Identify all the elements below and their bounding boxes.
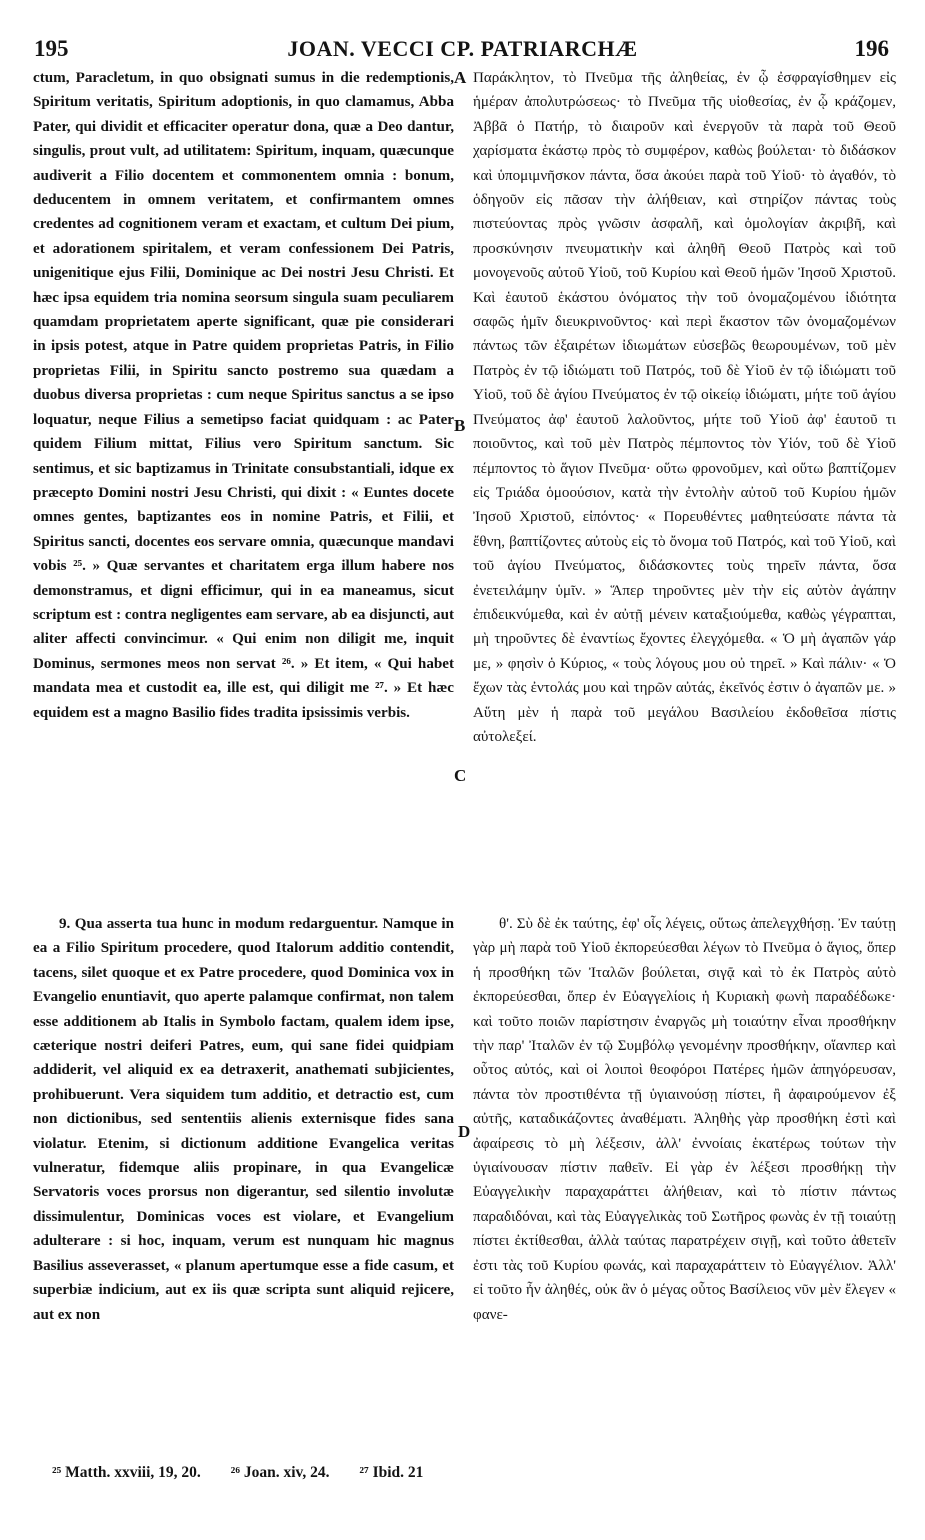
footnote-27: ²⁷ Ibid. 21: [359, 1464, 424, 1481]
footnote-25: ²⁵ Matth. xxviii, 19, 20.: [52, 1464, 201, 1481]
footnotes: [52, 1464, 892, 1482]
margin-marker-d: D: [458, 1122, 471, 1141]
right-page-number: 196: [854, 36, 889, 61]
greek-paragraph-1: Παράκλητον, τὸ Πνεῦμα τῆς ἀληθείας, ἐν ᾧ ἐσφραγίσθημεν εἰς ἡμέραν ἀπολυτρώσεως· τὸ Πνεῦμα τῆς υἱοθεσίας, ἐν ᾧ κράζομεν, Ἀββᾶ ὁ Πατήρ, τὸ διαιροῦν καὶ ἐνεργοῦν τὰ παρὰ τοῦ Θεοῦ χαρίσματα ἑκάστῳ πρὸς τὸ συμφέρον, καθὼς βούλεται· τὸ διδάσκον καὶ ὑπομιμνῆσκον πάντα, ὅσα ἀκούει παρὰ τοῦ Υἱοῦ· τὸ ἀγαθόν, τὸ ὁδηγοῦν εἰς πᾶσαν τὴν ἀλήθειαν, καὶ στηρίζον πάντας τοὺς πιστεύοντας πρὸς γνῶσιν ἀσφαλῆ, καὶ ὁμολογίαν ἀκριβῆ, καὶ προσκύνησιν πνευματικὴν καὶ ἀληθῆ Θεοῦ Πατρὸς καὶ τοῦ μονογενοῦς αὐτοῦ Υἱοῦ, τοῦ Κυρίου καὶ Θεοῦ ἡμῶν Ἰησοῦ Χριστοῦ. Καὶ ἑαυτοῦ ἑκάστου ὀνόματος τὴν τοῦ ὀνομαζομένου ἰδιότητα σαφῶς ἡμῖν διευκρινοῦντος· καὶ περὶ ἕκαστον τῶν ὀνομαζομένων πάντως τῶν ἐξαιρέτων ἰδιωμάτων εὐσεβῶς θεωρουμένων, τοῦ μὲν Πατρὸς ἐν τῷ ἰδιώματι τοῦ Πατρός, τοῦ δὲ Υἱοῦ ἐν τῷ ἰδιώματι τοῦ Υἱοῦ, τοῦ δὲ ἁγίου Πνεύματος ἐν τῷ οἰκείῳ ἰδιώματι, μήτε τοῦ ἁγίου Πνεύματος ἀφ' ἑαυτοῦ λαλοῦντος, μήτε τοῦ Υἱοῦ ἀφ' ἑαυτοῦ τι ποιοῦντος, καὶ τοῦ μὲν Πατρὸς πέμποντος τὸν Υἱόν, τοῦ δὲ Υἱοῦ πέμποντος τὸ ἅγιον Πνεῦμα· οὕτω φρονοῦμεν, καὶ οὕτω βαπτίζομεν εἰς Τριάδα ὁμοούσιον, κατὰ τὴν ἐντολὴν αὐτοῦ τοῦ Κυρίου ἡμῶν Ἰησοῦ Χριστοῦ, εἰπόντος· « Πορευθέντες μαθητεύσατε πάντα τὰ ἔθνη, βαπτίζοντες αὐτοὺς εἰς τὸ ὄνομα τοῦ Πατρός, καὶ τοῦ Υἱοῦ, καὶ τοῦ ἁγίου Πνεύματος, διδάσκοντες τοὺς τηρεῖν πάντα, ὅσα ἐνετειλάμην ὑμῖν. » Ἅπερ τηροῦντες μὲν τὴν εἰς αὐτὸν ἀγάπην ἐπιδεικνύμεθα, καὶ ἐν αὐτῇ μένειν καταξιούμεθα, καθὼς γέγραπται, μὴ τηροῦντες δὲ ἐναντίως ἔχοντες ἐλεγχόμεθα. « Ὁ μὴ ἀγαπῶν γάρ με, » φησὶν ὁ Κύριος, « τοὺς λόγους μου οὐ τηρεῖ. » Καὶ πάλιν· « Ὁ ἔχων τὰς ἐντολάς μου καὶ τηρῶν αὐτάς, ἐκεῖνός ἐστιν ὁ ἀγαπῶν με. » Αὕτη μὲν ἡ παρὰ τοῦ μεγάλου Βασιλείου ἐκδοθεῖσα πίστις αὐτολεξεί.: [473, 70, 896, 745]
margin-marker-b: B: [454, 416, 466, 435]
latin-section-9: [33, 912, 454, 1327]
latin-paragraph-2: 9. Qua asserta tua hunc in modum redarguentur. Namque in ea a Filio Spiritum procedere, quod Italorum additio contendit, tacens, silet quoque et ex Patre procedere, quod Dominica vox in Evangelio enuntiavit, quo aperte palamque confirmat, non talem esse additionem ab Italis in Symbolo factam, qualem idem ipse, cæterique nostri deiferi Patres, eum, qui sane fidei quidpiam addiderit, vel aliquid ex ea detraxerit, anathemati subjicientes, prohibuerunt. Vera siquidem tum additio, et detractio est, cum non dictionibus, sed sententiis alienis externisque fides sana violatur. Etenim, si dictionum additione Evangelica veritas vulneratur, fidemque aliis propinare, in qua Evangelicæ Servatoris voces prorsus non digerantur, sed silentio involutæ dissimulentur, Dominicas voces est violare, et Evangelium adulterare : si hoc, inquam, verum est nunquam hic magnus Basilius asseverasset, « planum apertumque esse a fide casum, et superbiæ indicium, aut ex iis quæ scripta sunt aliquid rejicere, aut ex non: [33, 916, 454, 1323]
greek-section-9: [473, 912, 896, 1327]
greek-column: [473, 66, 896, 749]
margin-marker-a: A: [454, 68, 467, 87]
latin-paragraph-1: ctum, Paracletum, in quo obsignati sumus in die redemptionis, Spiritum veritatis, Spiritum adoptionis, in quo clamamus, Abba Pater, qui dividit et efficaciter operatur dona, quæ a Deo dantur, singulis, prout vult, ad utilitatem: Spiritum, inquam, quæcunque audiverit a Filio docentem et commonentem omnia : bonum, deducentem in omnem veritatem, et confirmantem omnes credentes ad cognitionem veram et exactam, et cultum Dei pium, et adorationem spiritalem, et veram confessionem Dei Patris, unigenitique ejus Filii, Dominique ac Dei nostri Jesu Christi. Et hæc ipsa equidem tria nomina seorsum singula suam peculiarem quamdam proprietatem aperte significant, quæ pie considerari in ipsis potest, atque in Patre quidem proprietas Patris, in Filio proprietas Filii, in Spiritu sancto postremo sua quædam a duobus diversa proprietas : cum neque Spiritus sanctus a se ipso loquatur, neque Filius a semetipso faciat quidquam : ac Pater quidem Filium mittat, Filius vero Spiritum sanctum. Sic sentimus, et sic baptizamus in Trinitate consubstantiali, idque ex præcepto Domini nostri Jesu Christi, qui dixit : « Euntes docete omnes gentes, baptizantes eos in nomine Patris, et Filii, et Spiritus sancti, docentes eos servare omnia, quæcunque mandavi vobis ²⁵. » Quæ servantes et charitatem erga illum habere nos demonstramus, et digni efficimur, qui in ea maneamus, sicut scriptum est : contra negligentes eam servare, ab ea disjuncti, aut aliter affecti convincimur. « Qui enim non diligit me, inquit Dominus, sermones meos non servat ²⁶. » Et item, « Qui habet mandata mea et custodit ea, ille est, qui diligit me ²⁷. » Et hæc equidem est a magno Basilio fides tradita ipsissimis verbis.: [33, 70, 454, 721]
running-title: JOAN. VECCI CP. PATRIARCHÆ: [287, 36, 638, 61]
latin-column: [33, 66, 454, 725]
greek-paragraph-2: θ'. Σὺ δὲ ἐκ ταύτης, ἐφ' οἷς λέγεις, οὕτως ἀπελεγχθήσῃ. Ἐν ταύτῃ γὰρ μὴ παρὰ τοῦ Υἱοῦ ἐκπορεύεσθαι λέγων τὸ Πνεῦμα ὁ ἅγιος, ὅπερ ἡ προσθήκη τῶν Ἰταλῶν βούλεται, σιγᾷ καὶ τὸ ἐκ Πατρὸς αὐτὸ ἐκπορεύεσθαι, ὅπερ ἐν Εὐαγγελίοις ἡ Κυριακὴ φωνὴ παραδέδωκε· καὶ τοῦτο ποιῶν παρίστησιν ἐναργῶς μὴ τοιαύτην εἶναι προσθήκην τὴν παρ' Ἰταλῶν ἐν τῷ Συμβόλῳ γενομένην προσθήκην, οἵανπερ καὶ οὗτος αὐτός, καὶ οἱ λοιποὶ θεοφόροι Πατέρες ἡμῶν ἀπηγόρευσαν, πάντα τὸν προστιθέντα τῇ ὑγιαινούσῃ πίστει, ἢ ἀφαιρούμενον ἐξ αὐτῆς, καταδικάζοντες ἀναθέματι. Ἀληθὴς γὰρ προσθήκη ἐστὶ καὶ ἀφαίρεσις τὸ μὴ λέξεσιν, ἀλλ' ἐννοίαις ἑκατέρως τούτων τὴν ὑγιαίνουσαν πίστιν παθεῖν. Εἰ γὰρ ἐν λέξεσι προσθήκῃ τὴν Εὐαγγελικὴν παραχαράττει ἀλήθειαν, καὶ τὸ πίστιν πάντως παραδιδόναι, καὶ τὰς Εὐαγγελικὰς τοῦ Σωτῆρος φωνὰς ἐν τῇ τοιαύτῃ πίστει ἐκτίθεσθαι, ἀλλὰ ταύτας παρατρέχειν σιγῇ, καὶ τοῦτο ἀθετεῖν ἐστι τὰς τοῦ Κυρίου φωνάς, καὶ παραχαράττειν τὸ Εὐαγγέλιον. Ἀλλ' εἰ τοῦτο ἦν ἀληθές, οὐκ ἂν ὁ μέγας οὗτος Βασίλειος νῦν μὲν ἔλεγεν « φανε-: [473, 916, 896, 1323]
left-page-number: 195: [34, 36, 69, 61]
margin-marker-c: C: [454, 766, 467, 785]
footnote-26: ²⁶ Joan. xiv, 24.: [230, 1464, 330, 1481]
page-header: [0, 0, 925, 64]
